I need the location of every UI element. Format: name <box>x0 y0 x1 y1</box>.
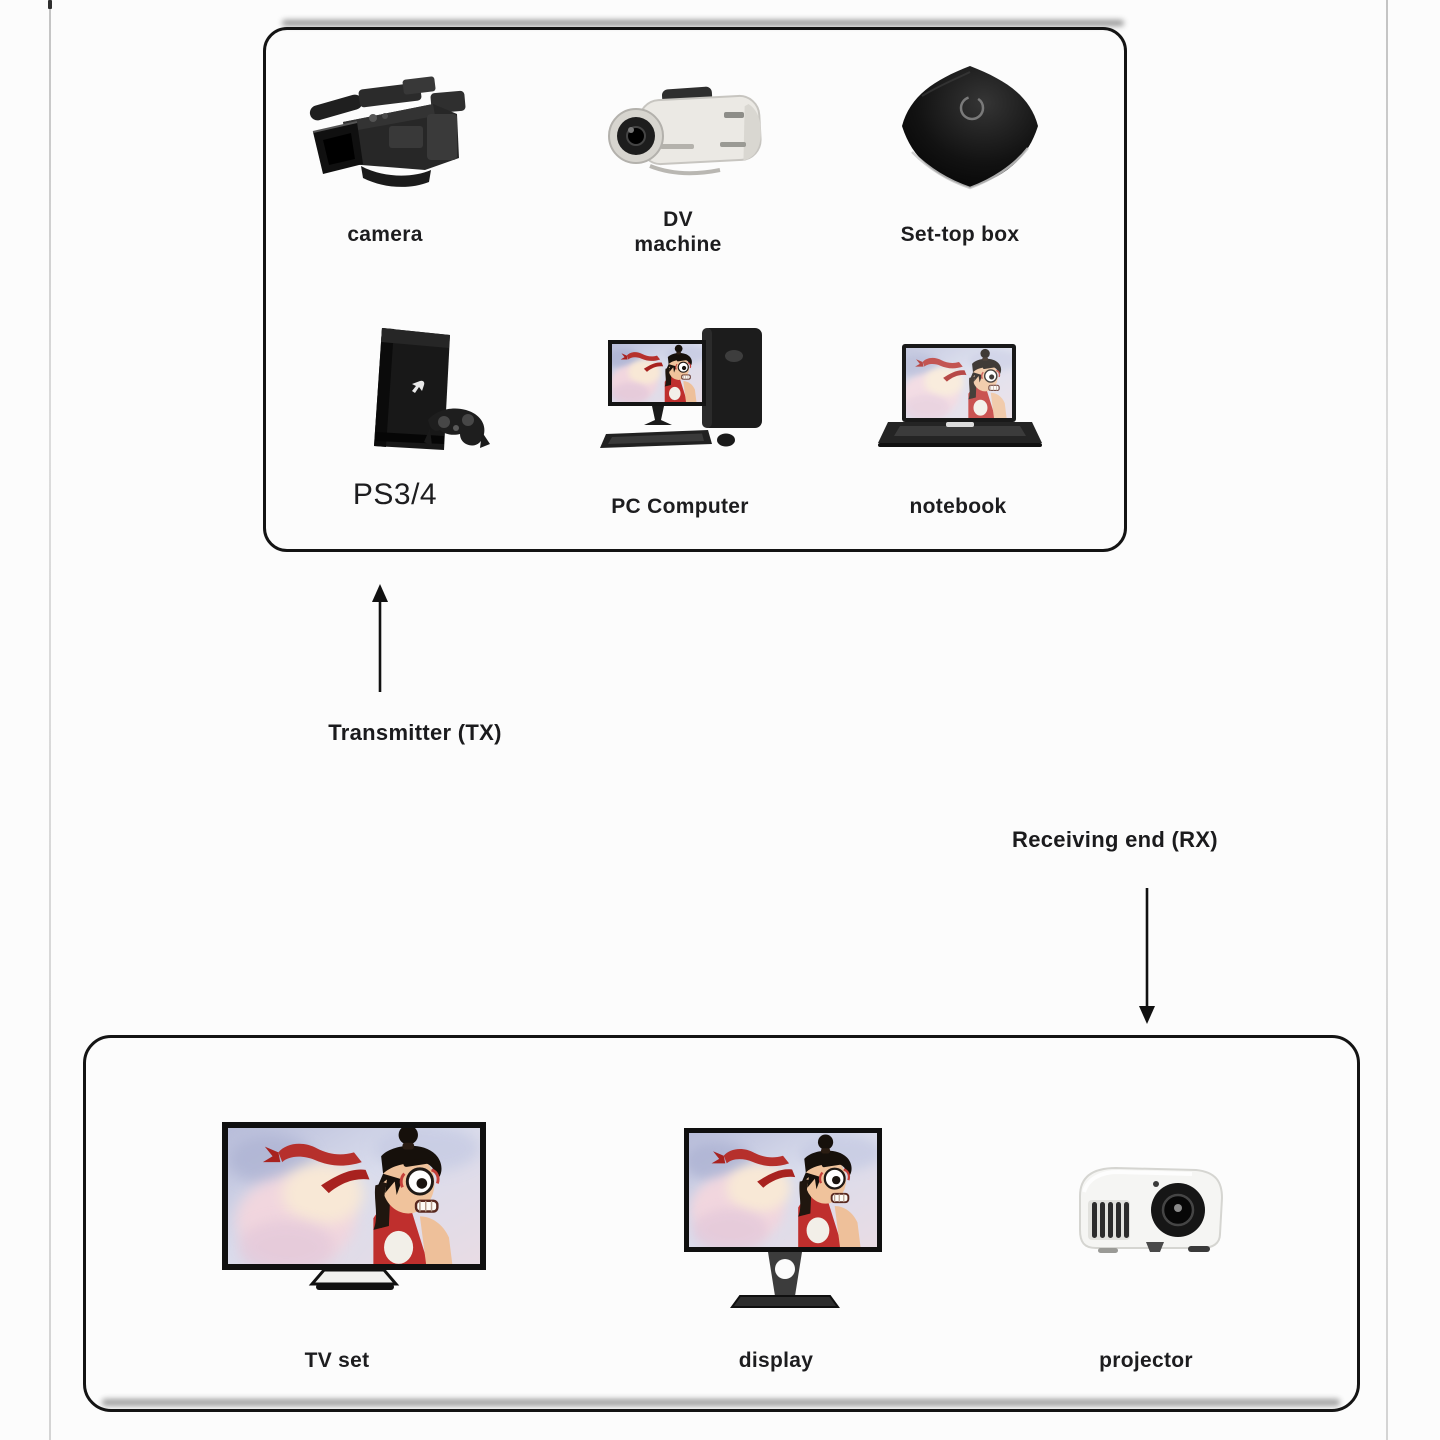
device-label-projector: projector <box>1099 1349 1193 1372</box>
camera-icon <box>303 70 475 196</box>
receiver-label: Receiving end (RX) <box>1012 827 1218 852</box>
tv-icon <box>220 1120 490 1296</box>
scan-smudge-top <box>282 20 1124 26</box>
device-label-tv-set: TV set <box>304 1349 370 1372</box>
device-label-set-top-box: Set-top box <box>900 223 1020 246</box>
notebook-icon <box>876 342 1044 454</box>
device-label-camera: camera <box>347 223 423 246</box>
display-icon <box>682 1126 886 1316</box>
dv-machine-icon <box>600 78 772 192</box>
device-label-notebook: notebook <box>909 495 1007 518</box>
arrow-up-icon <box>366 582 394 694</box>
transmitter-label: Transmitter (TX) <box>328 720 502 745</box>
device-label-dv-machine: DV machine <box>634 208 722 256</box>
pc-computer-icon <box>598 326 774 458</box>
device-label-ps: PS3/4 <box>352 478 438 511</box>
device-label-display: display <box>738 1349 814 1372</box>
arrow-down-icon <box>1133 886 1161 1026</box>
device-label-pc-computer: PC Computer <box>611 495 749 518</box>
set-top-box-icon <box>882 62 1058 198</box>
page-edge-right <box>1386 0 1388 1440</box>
ps-console-icon <box>332 320 502 466</box>
page-edge-mark <box>48 0 52 9</box>
page-edge-left <box>49 0 51 1440</box>
projector-icon <box>1068 1162 1232 1258</box>
